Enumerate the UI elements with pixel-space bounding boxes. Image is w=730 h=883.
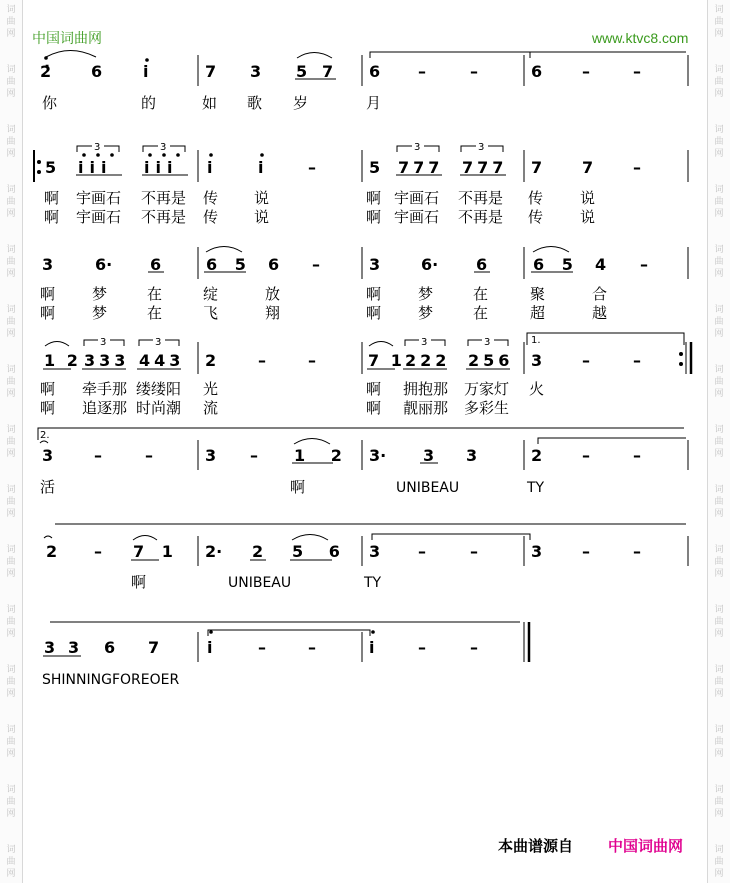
triplet-mark: 3	[155, 337, 162, 348]
lyric: 在	[147, 304, 163, 322]
note: 3	[466, 446, 478, 465]
note: 5	[45, 158, 57, 177]
note: 6	[104, 638, 116, 657]
dash: –	[470, 638, 478, 657]
side-watermark: 词曲网	[714, 245, 724, 279]
note: i	[143, 62, 149, 81]
lyric: 啊	[366, 285, 382, 303]
lyric: 宇画石	[394, 189, 440, 207]
note: 5	[296, 62, 308, 81]
lyric: 说	[254, 208, 270, 226]
note: 7	[148, 638, 160, 657]
note: 3	[44, 638, 56, 657]
dash: –	[418, 638, 426, 657]
lyric: 梦	[418, 304, 434, 322]
lyric: UNIBEAU	[396, 480, 460, 496]
slur	[206, 247, 242, 253]
lyric: 啊	[290, 478, 306, 496]
side-watermark: 词曲网	[6, 605, 16, 639]
note: 4	[595, 255, 607, 274]
slur	[292, 535, 328, 541]
lyric: 梦	[92, 285, 108, 303]
lyric: 在	[473, 304, 489, 322]
dash: –	[470, 542, 478, 561]
side-watermark: 词曲网	[714, 725, 724, 759]
lyric: 啊	[366, 304, 382, 322]
side-watermark: 词曲网	[714, 185, 724, 219]
lyric: 啊	[40, 285, 56, 303]
site-name-header[interactable]: 中国词曲网	[32, 31, 102, 47]
lyric: 传	[203, 208, 219, 226]
triplet-mark: 3	[484, 337, 491, 348]
dash: –	[633, 542, 641, 561]
lyric: 飞	[203, 304, 219, 322]
lyric: 不再是	[141, 189, 187, 207]
note: 6	[531, 62, 543, 81]
dash: –	[308, 638, 316, 657]
side-watermark: 词曲网	[714, 5, 724, 39]
lyric: 宇画石	[394, 208, 440, 226]
side-watermark: 词曲网	[714, 665, 724, 699]
side-watermark: 词曲网	[714, 365, 724, 399]
tie-in	[44, 536, 52, 538]
high-octave-dot	[209, 630, 213, 634]
note: 3	[423, 446, 435, 465]
triplet-mark: 3	[100, 337, 107, 348]
note: 6	[91, 62, 103, 81]
side-watermark: 词曲网	[6, 125, 16, 159]
lyric: 翔	[265, 304, 281, 322]
note-pair: 6 5	[533, 255, 579, 274]
lyric: 万家灯	[464, 380, 510, 398]
side-watermark: 词曲网	[714, 605, 724, 639]
note: 6	[476, 255, 488, 274]
lyric: 啊	[366, 208, 382, 226]
triplet-notes: 256	[468, 351, 514, 370]
source-site-link[interactable]: 中国词曲网	[608, 837, 684, 855]
dash: –	[94, 446, 102, 465]
dash: –	[418, 542, 426, 561]
note: 3·	[369, 446, 387, 465]
lyric: 活	[40, 478, 56, 496]
high-octave-dot	[110, 153, 114, 157]
dash: –	[145, 446, 153, 465]
lyric: SHINNINGFOREOER	[42, 672, 180, 688]
note: 3	[205, 446, 217, 465]
side-watermark: 词曲网	[6, 785, 16, 819]
lyric: 传	[528, 189, 544, 207]
note: 2	[205, 351, 217, 370]
high-octave-dot	[148, 153, 152, 157]
note: 6	[150, 255, 162, 274]
dash: –	[308, 351, 316, 370]
note: i	[369, 638, 375, 657]
triplet-notes: 777	[398, 158, 444, 177]
lyric: 火	[529, 380, 545, 398]
note: 6·	[421, 255, 439, 274]
side-watermark: 词曲网	[714, 125, 724, 159]
side-watermark: 词曲网	[714, 845, 724, 879]
lyric: 追逐那	[82, 399, 128, 417]
dash: –	[470, 62, 478, 81]
triplet-notes: 443	[139, 351, 185, 370]
side-watermark: 词曲网	[6, 65, 16, 99]
volta-bracket-1	[527, 333, 684, 345]
lyric: 拥抱那	[403, 380, 449, 398]
site-url-header[interactable]: www.ktvc8.com	[592, 30, 689, 46]
side-watermark: 词曲网	[714, 425, 724, 459]
volta-label: 1.	[531, 335, 541, 346]
side-watermark: 词曲网	[6, 725, 16, 759]
lyric: 梦	[92, 304, 108, 322]
note: 3	[369, 255, 381, 274]
note: 3	[369, 542, 381, 561]
lyric: 啊	[44, 189, 60, 207]
lyric: 缕缕阳	[136, 380, 182, 398]
note: 3	[68, 638, 80, 657]
lyric: 啊	[40, 304, 56, 322]
dash: –	[308, 158, 316, 177]
lyric: 聚	[530, 285, 546, 303]
triplet-mark: 3	[94, 142, 101, 153]
tie-line	[538, 438, 686, 444]
dash: –	[633, 446, 641, 465]
dash: –	[582, 542, 590, 561]
high-octave-dot	[82, 153, 86, 157]
lyric: 说	[580, 189, 596, 207]
note: 5	[369, 158, 381, 177]
note: 7	[322, 62, 334, 81]
lyric: 月	[366, 94, 382, 112]
triplet-notes: 777	[462, 158, 508, 177]
lyric: 在	[473, 285, 489, 303]
tie-line	[372, 534, 530, 540]
lyric: 啊	[366, 189, 382, 207]
triplet-notes: iii	[144, 158, 179, 177]
note: 6·	[95, 255, 113, 274]
repeat-dot	[679, 352, 683, 356]
note: 2̇	[40, 62, 52, 81]
lyric: 你	[42, 94, 58, 112]
side-watermark: 词曲网	[6, 245, 16, 279]
lyric: 啊	[366, 380, 382, 398]
dash: –	[250, 446, 258, 465]
lyric: 绽	[203, 285, 219, 303]
lyric: TY	[527, 480, 545, 496]
side-watermark: 词曲网	[714, 305, 724, 339]
note-pair: 5 6	[292, 542, 350, 561]
note: 7	[582, 158, 594, 177]
note: 7	[205, 62, 217, 81]
tie-line	[208, 630, 370, 636]
lyric: 说	[254, 189, 270, 207]
side-watermark: 词曲网	[714, 545, 724, 579]
note: 3	[42, 255, 54, 274]
triplet-mark: 3	[478, 142, 485, 153]
note: 6	[369, 62, 381, 81]
triplet-mark: 3	[421, 337, 428, 348]
repeat-dot	[37, 170, 41, 174]
lyric: 不再是	[141, 208, 187, 226]
side-watermark: 词曲网	[6, 485, 16, 519]
lyric: 不再是	[458, 189, 504, 207]
note-pair: 6 5	[206, 255, 252, 274]
note: 3	[531, 351, 543, 370]
side-watermark: 词曲网	[6, 185, 16, 219]
note: 2	[252, 542, 264, 561]
lyric: 超	[530, 304, 546, 322]
slur	[45, 342, 69, 347]
side-watermark: 词曲网	[714, 65, 724, 99]
lyric: 如	[202, 94, 218, 112]
side-watermark: 词曲网	[6, 305, 16, 339]
dash: –	[582, 446, 590, 465]
dash: –	[633, 158, 641, 177]
side-watermark: 词曲网	[6, 665, 16, 699]
note: i	[207, 638, 213, 657]
note: 7	[531, 158, 543, 177]
slur	[297, 53, 332, 59]
dash: –	[94, 542, 102, 561]
note-pair: 7 1	[133, 542, 179, 561]
lyric: 在	[147, 285, 163, 303]
lyric: 歌	[247, 94, 263, 112]
slur	[133, 536, 157, 541]
high-octave-dot	[371, 630, 375, 634]
slur	[294, 439, 330, 445]
triplet-mark: 3	[160, 142, 167, 153]
note: 3	[250, 62, 262, 81]
dash: –	[258, 638, 266, 657]
note: i	[258, 158, 264, 177]
repeat-dot	[37, 160, 41, 164]
dash: –	[582, 351, 590, 370]
high-octave-dot	[96, 153, 100, 157]
lyric: 流	[203, 399, 219, 417]
side-watermark: 词曲网	[6, 845, 16, 879]
note: 2	[46, 542, 58, 561]
lyric: 啊	[40, 399, 56, 417]
note-pair: 7 1	[368, 351, 405, 370]
lyric: 啊	[131, 573, 147, 591]
lyric: 传	[528, 208, 544, 226]
lyric: 传	[203, 189, 219, 207]
lyric: 时尚潮	[136, 399, 182, 417]
slur	[533, 247, 569, 253]
lyric: 光	[203, 380, 219, 398]
dash: –	[633, 62, 641, 81]
side-watermark: 词曲网	[6, 545, 16, 579]
high-octave-dot	[44, 56, 48, 60]
note: 3	[531, 542, 543, 561]
lyric: 啊	[40, 380, 56, 398]
note: 6	[268, 255, 280, 274]
lyric: 靓丽那	[403, 399, 449, 417]
lyric: 说	[580, 208, 596, 226]
tie-line	[370, 52, 686, 58]
lyric: 放	[265, 285, 281, 303]
slur	[369, 342, 393, 347]
high-octave-dot	[209, 153, 213, 157]
slur	[46, 51, 96, 58]
note-pair: 1 2	[44, 351, 81, 370]
side-watermark: 词曲网	[6, 365, 16, 399]
lyric: 啊	[44, 208, 60, 226]
triplet-notes: iii	[78, 158, 113, 177]
lyric: UNIBEAU	[228, 575, 292, 591]
dash: –	[582, 62, 590, 81]
lyric: TY	[364, 575, 382, 591]
lyric: 梦	[418, 285, 434, 303]
note: i	[207, 158, 213, 177]
side-watermark: 词曲网	[714, 485, 724, 519]
repeat-dot	[679, 362, 683, 366]
tie-in	[40, 441, 48, 443]
lyric: 宇画石	[76, 189, 122, 207]
volta-label: 2.	[40, 430, 50, 441]
lyric: 啊	[366, 399, 382, 417]
dash: –	[418, 62, 426, 81]
side-watermark: 词曲网	[6, 5, 16, 39]
lyric: 岁	[293, 94, 309, 112]
triplet-mark: 3	[414, 142, 421, 153]
high-octave-dot	[260, 153, 264, 157]
high-octave-dot	[176, 153, 180, 157]
lyric: 牵手那	[82, 380, 128, 398]
note: 3	[42, 446, 54, 465]
triplet-notes: 222	[405, 351, 451, 370]
dash: –	[633, 351, 641, 370]
source-label: 本曲谱源自	[498, 837, 574, 855]
note-pair: 1 2	[294, 446, 352, 465]
dash: –	[640, 255, 648, 274]
note: 2	[531, 446, 543, 465]
lyric: 越	[592, 304, 608, 322]
high-octave-dot	[162, 153, 166, 157]
dash: –	[258, 351, 266, 370]
side-watermark: 词曲网	[714, 785, 724, 819]
lyric: 宇画石	[76, 208, 122, 226]
lyric: 不再是	[458, 208, 504, 226]
triplet-notes: 333	[84, 351, 130, 370]
dash: –	[312, 255, 320, 274]
lyric: 合	[592, 285, 608, 303]
side-watermark: 词曲网	[6, 425, 16, 459]
lyric: 多彩生	[464, 399, 510, 417]
note: 2·	[205, 542, 223, 561]
lyric: 的	[141, 94, 157, 112]
